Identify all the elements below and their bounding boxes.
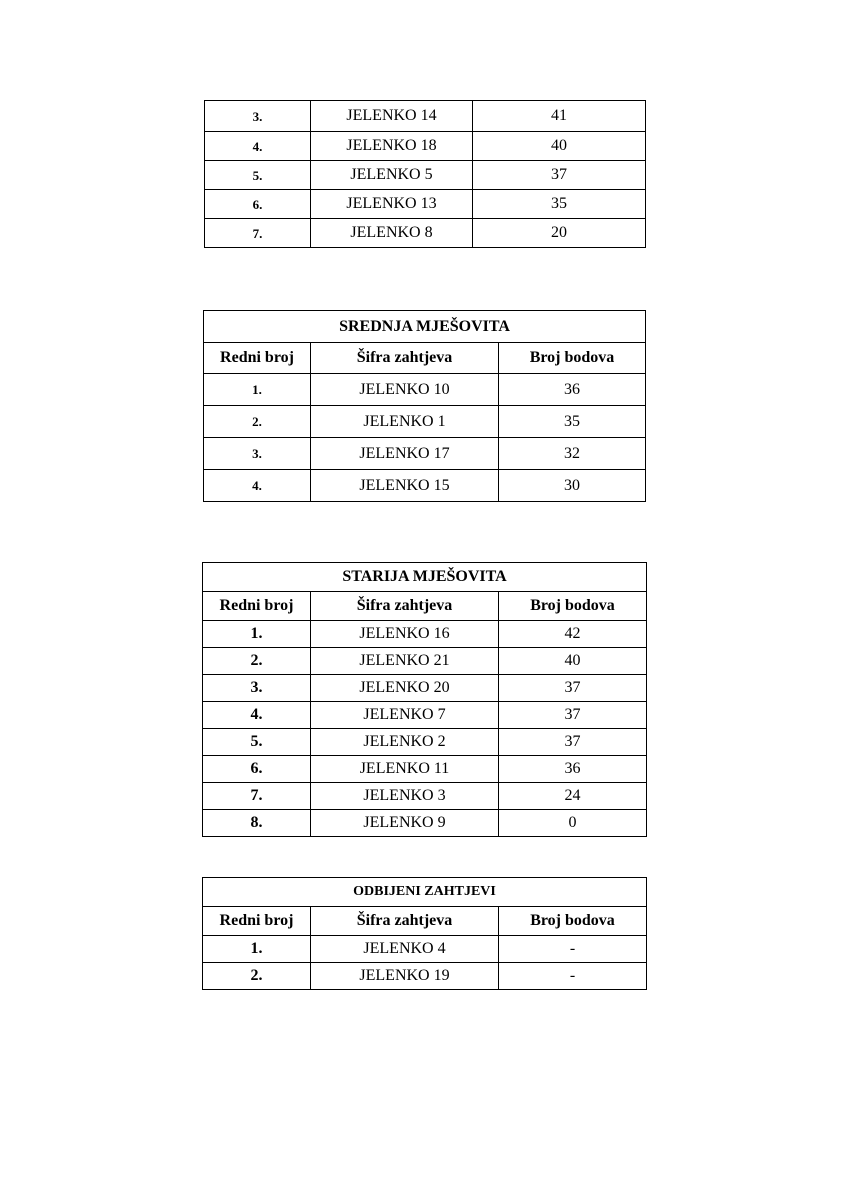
table-title: ODBIJENI ZAHTJEVI: [203, 878, 647, 907]
ranking-table-srednja: [203, 310, 646, 502]
code-cell: JELENKO 3: [311, 783, 499, 810]
code-cell: JELENKO 4: [311, 936, 499, 963]
points-cell: 37: [499, 729, 647, 756]
rank-cell: 8.: [203, 810, 311, 837]
points-cell: 41: [473, 101, 646, 132]
rank-cell: 4.: [203, 702, 311, 729]
points-cell: 36: [499, 756, 647, 783]
rank-cell: 4.: [204, 470, 311, 502]
points-cell: 40: [499, 648, 647, 675]
rank-cell: 6.: [203, 756, 311, 783]
points-cell: -: [499, 963, 647, 990]
column-header-rank: Redni broj: [203, 592, 311, 621]
rank-cell: 4.: [205, 132, 311, 161]
table-row: [205, 132, 646, 161]
table-header-row: [203, 592, 647, 621]
column-header-code: Šifra zahtjeva: [311, 907, 499, 936]
column-header-code: Šifra zahtjeva: [311, 592, 499, 621]
table-row: [204, 438, 646, 470]
table-row: [204, 406, 646, 438]
points-cell: -: [499, 936, 647, 963]
code-cell: JELENKO 11: [311, 756, 499, 783]
points-cell: 30: [499, 470, 646, 502]
table-row: [205, 219, 646, 248]
rank-cell: 3.: [205, 101, 311, 132]
rank-cell: 2.: [203, 648, 311, 675]
table-header-row: [203, 907, 647, 936]
rank-cell: 5.: [203, 729, 311, 756]
points-cell: 42: [499, 621, 647, 648]
column-header-rank: Redni broj: [203, 907, 311, 936]
column-header-points: Broj bodova: [499, 907, 647, 936]
table-row: [204, 374, 646, 406]
points-cell: 37: [499, 702, 647, 729]
table-row: [205, 190, 646, 219]
table-row: [203, 702, 647, 729]
code-cell: JELENKO 9: [311, 810, 499, 837]
code-cell: JELENKO 15: [311, 470, 499, 502]
table-row: [203, 675, 647, 702]
column-header-code: Šifra zahtjeva: [311, 343, 499, 374]
code-cell: JELENKO 21: [311, 648, 499, 675]
table-row: [203, 648, 647, 675]
column-header-rank: Redni broj: [204, 343, 311, 374]
ranking-table-continued: [204, 100, 646, 248]
table-row: [203, 810, 647, 837]
table-row: [205, 101, 646, 132]
code-cell: JELENKO 13: [311, 190, 473, 219]
rank-cell: 7.: [203, 783, 311, 810]
points-cell: 32: [499, 438, 646, 470]
table-row: [204, 470, 646, 502]
rank-cell: 3.: [204, 438, 311, 470]
code-cell: JELENKO 10: [311, 374, 499, 406]
rank-cell: 2.: [204, 406, 311, 438]
code-cell: JELENKO 5: [311, 161, 473, 190]
table-title: STARIJA MJEŠOVITA: [203, 563, 647, 592]
table-row: [203, 936, 647, 963]
table-row: [203, 963, 647, 990]
rank-cell: 7.: [205, 219, 311, 248]
code-cell: JELENKO 18: [311, 132, 473, 161]
rank-cell: 1.: [203, 621, 311, 648]
points-cell: 40: [473, 132, 646, 161]
table-row: [203, 756, 647, 783]
code-cell: JELENKO 19: [311, 963, 499, 990]
points-cell: 20: [473, 219, 646, 248]
table-row: [203, 621, 647, 648]
rank-cell: 3.: [203, 675, 311, 702]
table-row: [205, 161, 646, 190]
rejected-requests-table: [202, 877, 647, 990]
table-row: [203, 729, 647, 756]
column-header-points: Broj bodova: [499, 592, 647, 621]
points-cell: 35: [473, 190, 646, 219]
code-cell: JELENKO 7: [311, 702, 499, 729]
code-cell: JELENKO 2: [311, 729, 499, 756]
code-cell: JELENKO 8: [311, 219, 473, 248]
rank-cell: 1.: [203, 936, 311, 963]
rank-cell: 2.: [203, 963, 311, 990]
points-cell: 0: [499, 810, 647, 837]
rank-cell: 1.: [204, 374, 311, 406]
code-cell: JELENKO 1: [311, 406, 499, 438]
points-cell: 35: [499, 406, 646, 438]
table-header-row: [204, 343, 646, 374]
rank-cell: 6.: [205, 190, 311, 219]
code-cell: JELENKO 16: [311, 621, 499, 648]
points-cell: 37: [473, 161, 646, 190]
code-cell: JELENKO 17: [311, 438, 499, 470]
points-cell: 37: [499, 675, 647, 702]
rank-cell: 5.: [205, 161, 311, 190]
table-title: SREDNJA MJEŠOVITA: [204, 311, 646, 343]
ranking-table-starija: [202, 562, 647, 837]
points-cell: 24: [499, 783, 647, 810]
points-cell: 36: [499, 374, 646, 406]
code-cell: JELENKO 20: [311, 675, 499, 702]
column-header-points: Broj bodova: [499, 343, 646, 374]
table-row: [203, 783, 647, 810]
code-cell: JELENKO 14: [311, 101, 473, 132]
